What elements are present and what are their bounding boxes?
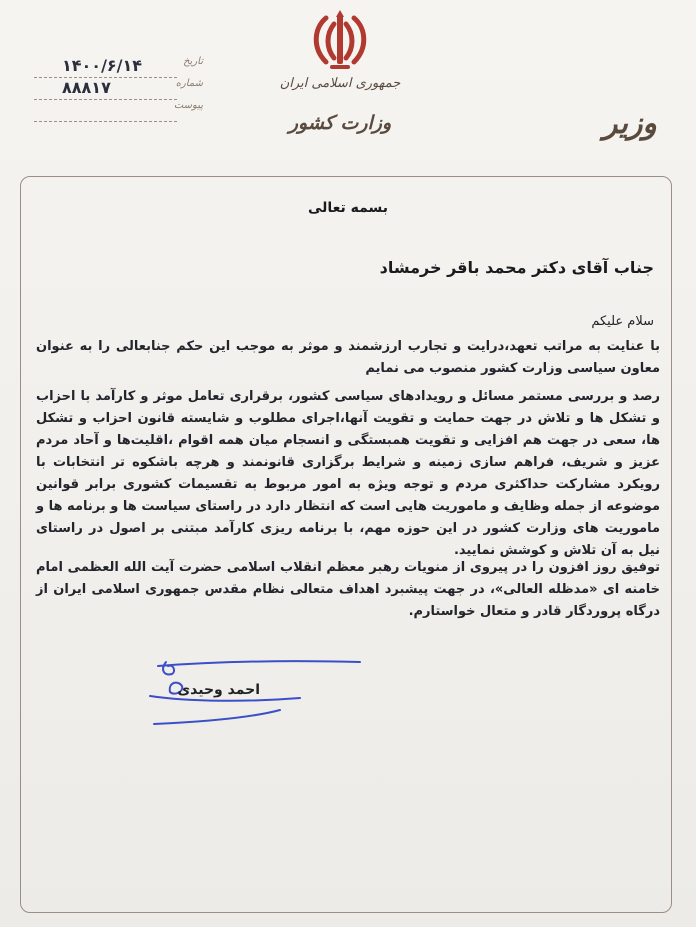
signatory-name: احمد وحیدی (177, 682, 260, 698)
basmala-heading: بسمه تعالی (307, 200, 389, 216)
iran-emblem-icon (304, 10, 376, 72)
paragraph-duties: رصد و بررسی مستمر مسائل و رویدادهای سیاسی کشور، برقراری تعامل موثر و کارآمد با احزاب و تشکل ها و تلاش در جهت حمایت و تقویت آنها،اجرای مطلوب و شایسته قانون احزاب و تشکل ها، سعی در جهت هم افزایی و تقویت همبستگی و انسجام میان همه اقوام ،اقلیت‌ها و آحاد مردم عزیز و شریف، فراهم سازی زمینه و شرایط برگزاری قانونمند و هرچه باشکوه تر انتخابات با رویکرد مشارکت حداکثری مردم و توجه ویژه به امور مربوط به تقسیمات کشوری برابر قوانین موضوعه از جمله وظایف و ماموریت هایی است که انتظار دارد در راستای سیاست ها و برنامه ها و ماموریت های وزارت کشور در این حوزه مهم، با برنامه ریزی کارآمد مبتنی بر اصول در راستای نیل به آن تلاش و کوشش نمایید. (36, 389, 660, 558)
letter-meta (28, 56, 203, 122)
greeting: سلام علیکم (591, 314, 654, 329)
date-row (28, 56, 203, 78)
number-row (28, 78, 203, 100)
recipient-line: جناب آقای دکتر محمد باقر خرمشاد (379, 258, 654, 277)
attachment-label: پیوست (173, 100, 203, 111)
country-name: جمهوری اسلامی ایران (279, 76, 401, 91)
number-value: ۸۸۸۱۷ (62, 78, 111, 97)
attachment-line (34, 121, 177, 122)
minister-title: وزیر (603, 106, 657, 141)
date-label: تاریخ (183, 56, 203, 67)
attachment-row (28, 100, 203, 122)
date-value: ۱۴۰۰/۶/۱۴ (62, 56, 143, 75)
ministry-name: وزارت کشور (288, 112, 392, 134)
number-label: شماره (175, 78, 203, 89)
paragraph-closing: توفیق روز افزون را در پیروی از منویات رهبر معظم انقلاب اسلامی حضرت آیت الله العظمی امام خامنه ای «مدظله العالی»، در جهت پیشبرد اهداف متعالی نظام مقدس جمهوری اسلامی ایران از درگاه پروردگار قادر و متعال خواستارم. (36, 560, 660, 619)
paragraph-appointment: با عنایت به مراتب تعهد،درایت و تجارب ارزشمند و موثر به موجب این حکم جنابعالی را به عنوان معاون سیاسی وزارت کشور منصوب می نمایم (36, 339, 660, 376)
